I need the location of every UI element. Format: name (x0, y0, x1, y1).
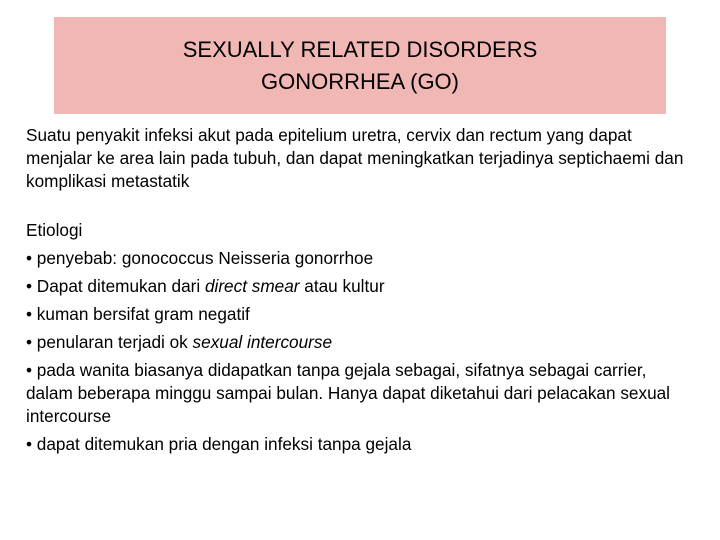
list-item (26, 275, 696, 298)
intro-paragraph: Suatu penyakit infeksi akut pada epitelium uretra, cervix dan rectum yang dapat menjalar ke area lain pada tubuh, dan dapat meningkatkan terjadinya septichaemi dan komplikasi metastatik (26, 125, 684, 191)
etiologi-heading: Etiologi (26, 220, 83, 240)
title-line-2: GONORRHEA (GO) (260, 68, 459, 94)
title-box (54, 17, 666, 114)
bullet-icon (26, 332, 37, 352)
bullet-icon (26, 434, 37, 454)
list-item (26, 331, 696, 354)
title-line-1: SEXUALLY RELATED DISORDERS (182, 36, 538, 62)
list-item-text: kuman bersifat gram negatif (36, 304, 250, 324)
list-item-text: penyebab: gonococcus Neisseria gonorrhoe (36, 248, 374, 268)
bullet-icon (26, 276, 37, 296)
list-item-text: Dapat ditemukan dari (36, 276, 205, 296)
list-item-emphasis: direct smear (204, 276, 300, 296)
list-item-text-tail: atau kultur (299, 276, 385, 296)
bullet-icon (26, 248, 37, 268)
slide-content (26, 124, 696, 456)
list-item-emphasis: sexual intercourse (192, 332, 333, 352)
list-item-text: pada wanita biasanya didapatkan tanpa gejala sebagai, sifatnya sebagai carrier, dalam beberapa minggu sampai bulan. Hanya dapat diketahui dari pelacakan sexual intercourse (26, 360, 671, 426)
list-item (26, 247, 696, 270)
list-item (26, 303, 696, 326)
etiologi-list (26, 247, 696, 456)
list-item (26, 359, 696, 428)
list-item (26, 433, 696, 456)
bullet-icon (26, 304, 37, 324)
list-item-text: penularan terjadi ok (36, 332, 193, 352)
list-item-text: dapat ditemukan pria dengan infeksi tanpa gejala (36, 434, 412, 454)
bullet-icon (26, 360, 37, 380)
